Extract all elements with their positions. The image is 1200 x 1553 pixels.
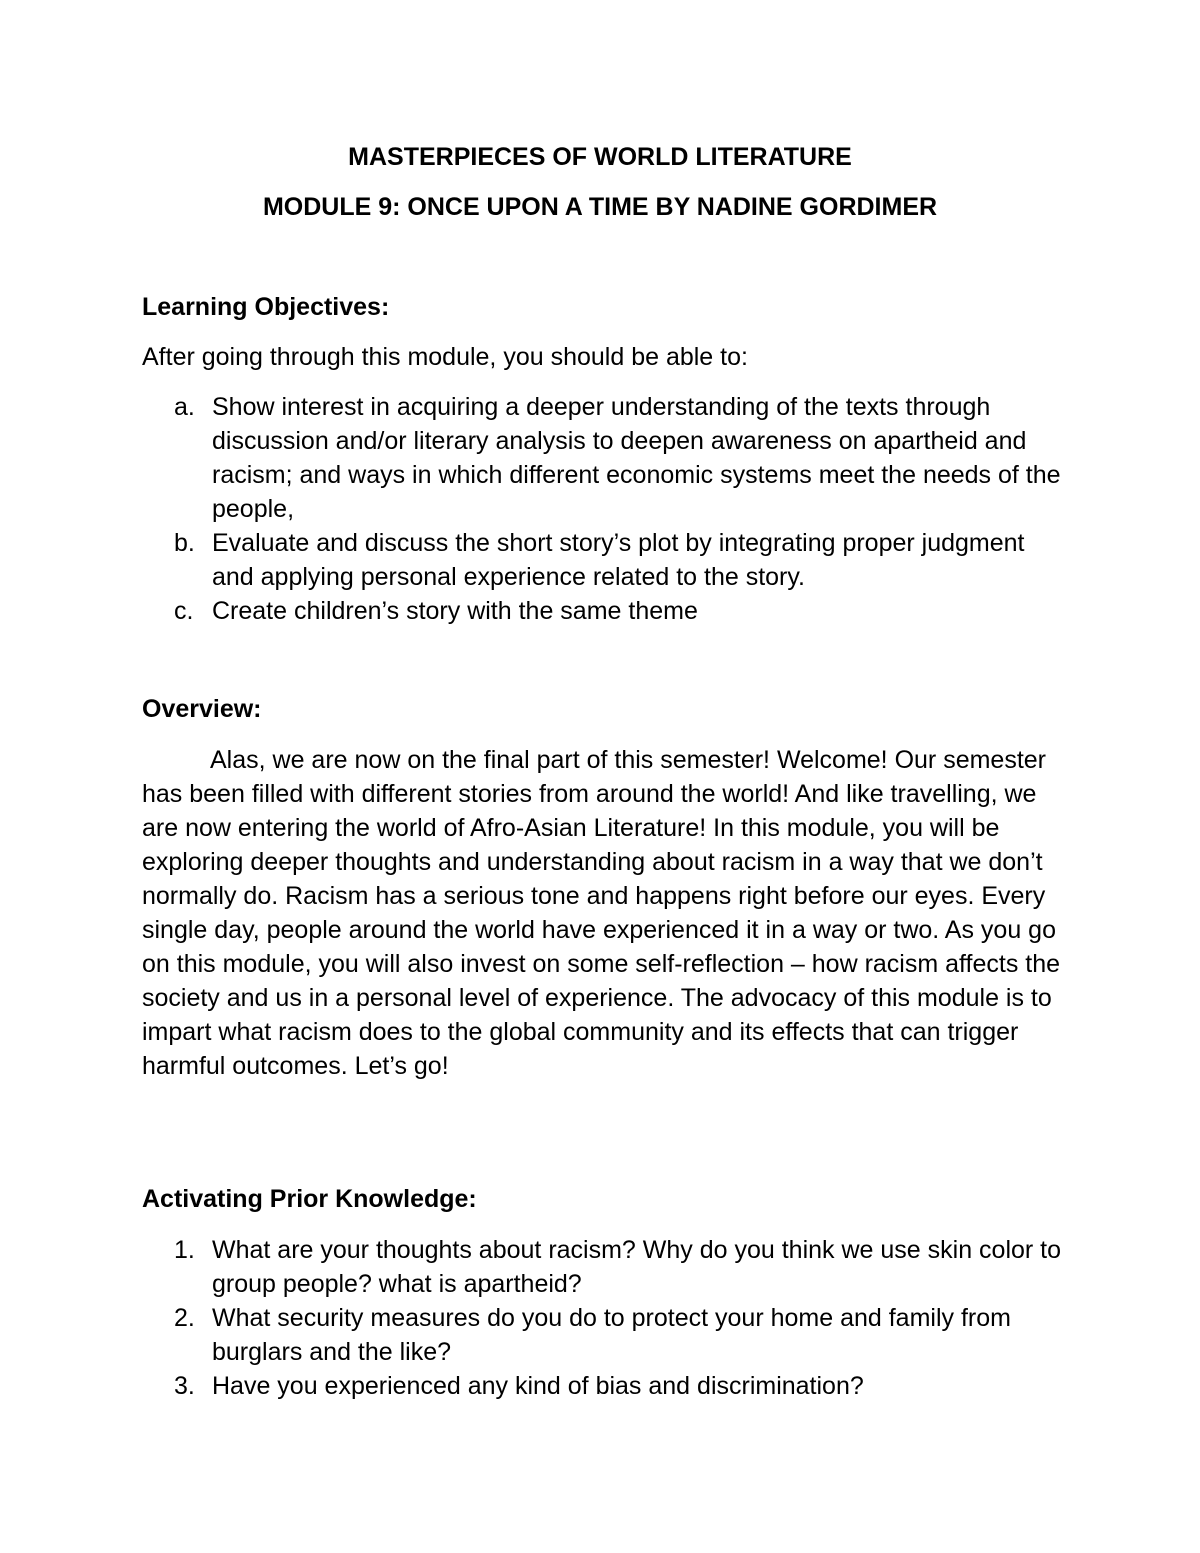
overview-paragraph: Alas, we are now on the final part of this semester! Welcome! Our semester has been filled with different stories from around the world! And like travelling, we are now entering the world of Afro-Asian Literature! In this module, you will be exploring deeper thoughts and understanding about racism in a way that we don’t normally do. Racism has a serious tone and happens right before our eyes. Every single day, people around the world have experienced it in a way or two. As you go on this module, you will also invest on some self-reflection – how racism affects the society and us in a personal level of experience. The advocacy of this module is to impart what racism does to the global community and its effects that can trigger harmful outcomes. Let’s go!	[142, 746, 1061, 1080]
objective-item	[142, 390, 1072, 526]
question-item	[142, 1301, 1072, 1369]
question-text: What security measures do you do to protect your home and family from burglars and the like?	[212, 1304, 1011, 1366]
question-marker: 2.	[174, 1304, 195, 1332]
objective-text: Show interest in acquiring a deeper understanding of the texts through discussion and/or literary analysis to deepen awareness on apartheid and racism; and ways in which different economic systems meet the needs of the people,	[212, 393, 1061, 523]
overview-heading: Overview:	[142, 695, 262, 723]
objective-text: Evaluate and discuss the short story’s plot by integrating proper judgment and applying personal experience related to the story.	[212, 529, 1025, 591]
question-text: What are your thoughts about racism? Why do you think we use skin color to group people? what is apartheid?	[212, 1236, 1062, 1298]
learning-objectives-intro: After going through this module, you should be able to:	[142, 343, 748, 371]
objective-marker: b.	[174, 529, 195, 557]
question-text: Have you experienced any kind of bias and discrimination?	[212, 1372, 864, 1400]
question-marker: 1.	[174, 1236, 195, 1264]
question-marker: 3.	[174, 1372, 195, 1400]
question-item	[142, 1369, 1072, 1403]
document-title: MASTERPIECES OF WORLD LITERATURE	[348, 143, 852, 171]
learning-objectives-heading: Learning Objectives:	[142, 293, 390, 321]
prior-knowledge-heading: Activating Prior Knowledge:	[142, 1185, 477, 1213]
objective-marker: c.	[174, 597, 194, 625]
document-subtitle: MODULE 9: ONCE UPON A TIME BY NADINE GORDIMER	[262, 193, 938, 221]
question-item	[142, 1233, 1072, 1301]
learning-objectives-list	[142, 390, 1072, 628]
objective-item	[142, 594, 1072, 628]
objective-text: Create children’s story with the same theme	[212, 597, 698, 625]
prior-knowledge-list	[142, 1233, 1072, 1403]
objective-marker: a.	[174, 393, 195, 421]
objective-item	[142, 526, 1072, 594]
